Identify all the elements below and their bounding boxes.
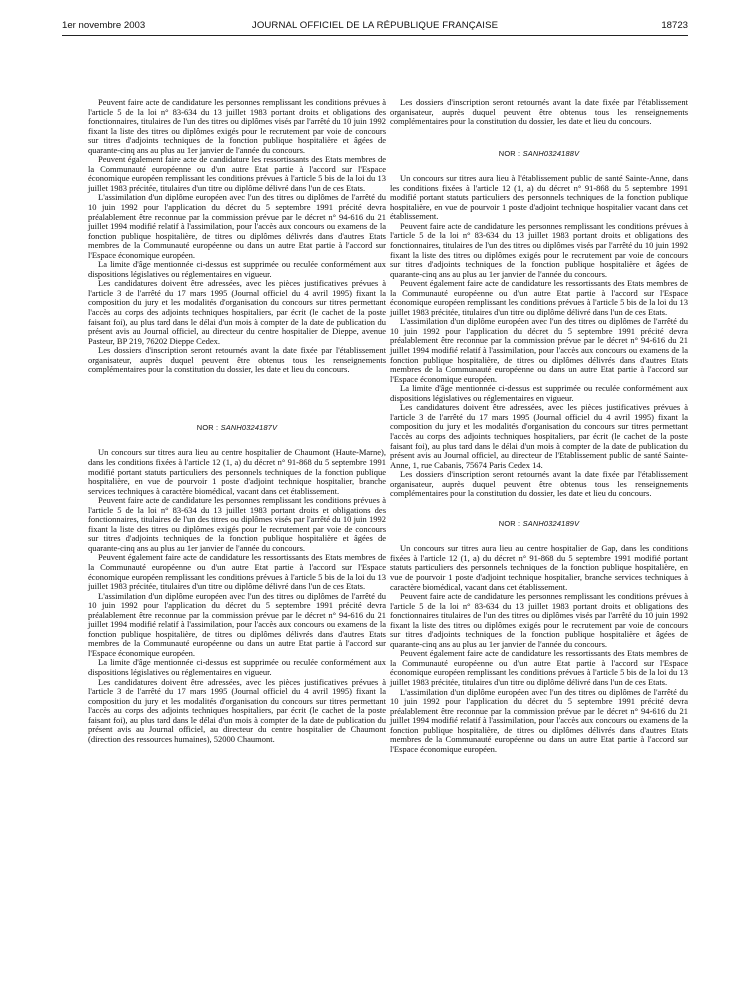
right-column xyxy=(390,98,688,754)
publication-date: 1er novembre 2003 xyxy=(62,20,146,31)
paragraph: Un concours sur titres aura lieu au centre hospitalier de Gap, dans les conditions fixées à l'article 12 (1, a) du décret n° 91-868 du 5 septembre 1991 modifié portant statuts particuliers des personnels techniques de la fonction publique hospitalière, en vue de pourvoir 1 poste d'adjoint technique hospitalier, branche services techniques à caractère biomédical, vacant dans cet établissement. xyxy=(390,543,688,592)
nor-code: SANH0324189V xyxy=(522,518,580,528)
paragraph: Les candidatures doivent être adressées, avec les pièces justificatives prévues à l'article 3 de l'arrêté du 17 mars 1995 (Journal officiel du 4 avril 1995) fixant la composition du jury et les modalités d'organisation du concours sur titres permettant l'accès au corps des adjoints techniques hospitaliers, par écrit (le cachet de la poste faisant foi), au plus tard dans le délai d'un mois à compter de la date de publication du présent avis au Journal officiel, au directeur de l'Etablissement public de santé Sainte-Anne, 1, rue Cabanis, 75674 Paris Cedex 14. xyxy=(390,402,688,470)
paragraph: Les candidatures doivent être adressées, avec les pièces justificatives prévues à l'article 3 de l'arrêté du 17 mars 1995 (Journal officiel du 4 avril 1995) fixant la composition du jury et les modalités d'organisation du concours sur titres permettant l'accès au corps des adjoints techniques hospitaliers, par écrit (le cachet de la poste faisant foi), au plus tard dans le délai d'un mois à compter de la date de publication du présent avis au Journal officiel, au directeur du centre hospitalier de Chaumont (direction des ressources humaines), 52000 Chaumont. xyxy=(88,676,386,744)
paragraph: Peuvent également faire acte de candidature les ressortissants des Etats membres de la Communauté européenne ou d'un autre Etat partie à l'accord sur l'Espace économique européen remplissant les conditions prévues à l'article 5 bis de la loi du 13 juillet 1983 précitée, titulaires d'un titre ou diplôme délivré dans l'un de ces Etats. xyxy=(88,552,386,592)
paragraph: Peuvent faire acte de candidature les personnes remplissant les conditions prévues à l'article 5 de la loi n° 83-634 du 13 juillet 1983 portant droits et obligations des fonctionnaires, titulaires de l'un des titres ou diplômes visés par l'arrêté du 10 juin 1992 fixant la liste des titres ou diplômes exigés pour le recrutement par voie de concours sur titres d'adjoints techniques de la fonction publique hospitalière et âgées de quarante-cinq ans au plus au 1er janvier de l'année du concours. xyxy=(390,220,688,279)
journal-title: JOURNAL OFFICIEL DE LA RÉPUBLIQUE FRANÇAISE xyxy=(251,20,499,31)
paragraph: Un concours sur titres aura lieu à l'établissement public de santé Sainte-Anne, dans les conditions fixées à l'article 12 (1, a) du décret n° 91-868 du 5 septembre 1991 modifié portant statuts particuliers des personnels techniques de la fonction publique hospitalière, en vue de pourvoir 1 poste d'adjoint technique hospitalier vacant dans cet établissement. xyxy=(390,173,688,222)
nor-code: SANH0324187V xyxy=(220,422,278,432)
nor-code: SANH0324188V xyxy=(522,148,580,158)
paragraph: La limite d'âge mentionnée ci-dessus est supprimée ou reculée conformément aux dispositions législatives ou réglementaires en vigueur. xyxy=(88,657,386,677)
paragraph: La limite d'âge mentionnée ci-dessus est supprimée ou reculée conformément aux dispositions législatives ou réglementaires en vigueur. xyxy=(88,259,386,279)
nor-label: NOR : xyxy=(196,422,221,432)
paragraph: Les dossiers d'inscription seront retournés avant la date fixée par l'établissement organisateur, auprès duquel peuvent être obtenus tous les renseignements complémentaires pour la constitution du dossier, les date et lieu du concours. xyxy=(390,97,688,127)
paragraph: Un concours sur titres aura lieu au centre hospitalier de Chaumont (Haute-Marne), dans les conditions fixées à l'article 12 (1, a) du décret n° 91-868 du 5 septembre 1991 modifié portant statuts particuliers des personnels techniques de la fonction publique hospitalière, en vue de pourvoir 1 poste d'adjoint technique hospitalier, branche services techniques à caractère biomédical, vacant dans cet établissement. xyxy=(88,447,386,496)
nor-reference xyxy=(390,519,688,529)
left-column xyxy=(88,98,386,744)
paragraph: Peuvent également faire acte de candidature les ressortissants des Etats membres de la Communauté européenne ou d'un autre Etat partie à l'accord sur l'Espace économique européen remplissant les conditions prévues à l'article 5 bis de la loi du 13 juillet 1983 précitée, titulaires d'un titre ou diplôme délivré dans l'un de ces Etats. xyxy=(88,154,386,193)
paragraph: Peuvent également faire acte de candidature les ressortissants des Etats membres de la Communauté européenne ou d'un autre Etat partie à l'accord sur l'Espace économique européen remplissant les conditions prévues à l'article 5 bis de la loi du 13 juillet 1983 précitée, titulaires d'un titre ou diplôme délivré dans l'un de ces Etats. xyxy=(390,278,688,317)
paragraph: Peuvent faire acte de candidature les personnes remplissant les conditions prévues à l'article 5 de la loi n° 83-634 du 13 juillet 1983 portant droits et obligations des fonctionnaires, titulaires de l'un des titres ou diplômes visés par l'arrêté du 10 juin 1992 fixant la liste des titres ou diplômes exigés pour le recrutement par voie de concours sur titres d'adjoints techniques de la fonction publique hospitalière et âgées de quarante-cinq ans au plus au 1er janvier de l'année du concours. xyxy=(88,97,386,155)
paragraph: Peuvent faire acte de candidature les personnes remplissant les conditions prévues à l'article 5 de la loi n° 83-634 du 13 juillet 1983 portant droits et obligations des fonctionnaires titulaires de l'un des titres ou diplômes visés par l'arrêté du 10 juin 1992 fixant la liste des titres ou diplômes exigés pour le recrutement par voie de concours sur titres d'adjoints techniques de la fonction publique hospitalière et âgées de quarante-cinq ans au plus au 1er janvier de l'année du concours. xyxy=(390,591,688,649)
nor-label: NOR : xyxy=(498,148,523,158)
page-number: 18723 xyxy=(661,20,688,31)
paragraph: L'assimilation d'un diplôme européen avec l'un des titres ou diplômes de l'arrêté du 10 juin 1992 pour l'application du décret du 5 septembre 1991 précité devra préalablement être reconnue par la commission prévue par le décret n° 94-616 du 21 juillet 1994 modifié relatif à l'assimilation, pour l'accès aux concours ou examens de la fonction publique hospitalière, de titres ou diplômes délivrés dans d'autres Etats membres de la Communauté européenne ou dans un autre Etat partie à l'accord sur l'Espace économique européen. xyxy=(88,590,386,658)
paragraph: Les candidatures doivent être adressées, avec les pièces justificatives prévues à l'article 3 de l'arrêté du 17 mars 1995 (Journal officiel du 4 avril 1995) fixant la composition du jury et les modalités d'organisation du concours sur titres permettant l'accès au corps des adjoints techniques hospitaliers, par écrit (le cachet de la poste faisant foi), au plus tard dans le délai d'un mois à compter de la date de publication du présent avis au Journal officiel, au directeur du centre hospitalier de Dieppe, avenue Pasteur, BP 219, 76202 Dieppe Cedex. xyxy=(88,278,386,346)
paragraph: L'assimilation d'un diplôme européen avec l'un des titres ou diplômes de l'arrêté du 10 juin 1992 pour l'application du décret du 5 septembre 1991 précité devra préalablement être reconnue par la commission prévue par le décret n° 94-616 du 21 juillet 1994 modifié relatif à l'assimilation, pour l'accès aux concours ou examens de la fonction publique hospitalière, de titres ou diplômes délivrés dans d'autres Etats membres de la Communauté européenne ou dans un autre Etat partie à l'accord sur l'Espace économique européen. xyxy=(390,316,688,384)
paragraph: La limite d'âge mentionnée ci-dessus est supprimée ou reculée conformément aux dispositions législatives ou réglementaires en vigueur. xyxy=(390,383,688,403)
paragraph: L'assimilation d'un diplôme européen avec l'un des titres ou diplômes de l'arrêté du 10 juin 1992 pour l'application du décret du 5 septembre 1991 précité devra préalablement être reconnue par la commission prévue par le décret n° 94-616 du 21 juillet 1994 modifié relatif à l'assimilation, pour l'accès aux concours ou examens de la fonction publique hospitalière, de titres ou diplômes délivrés dans d'autres Etats membres de la Communauté européenne ou dans un autre Etat partie à l'accord sur l'Espace économique européen. xyxy=(390,686,688,754)
paragraph: L'assimilation d'un diplôme européen avec l'un des titres ou diplômes de l'arrêté du 10 juin 1992 pour l'application du décret du 5 septembre 1991 précité devra préalablement être reconnue par la commission prévue par le décret n° 94-616 du 21 juillet 1994 modifié relatif à l'assimilation, pour l'accès aux concours ou examens de la fonction publique hospitalière, de titres ou diplômes délivrés dans d'autres Etats membres de la Communauté européenne ou dans un autre Etat partie à l'accord sur l'Espace économique européen. xyxy=(88,192,386,260)
paragraph: Peuvent également faire acte de candidature les ressortissants des Etats membres de la Communauté européenne ou d'un autre Etat partie à l'accord sur l'Espace économique européen remplissant les conditions prévues à l'article 5 bis de la loi du 13 juillet 1983 précitée, titulaires d'un titre ou diplôme délivré dans l'un de ces Etats. xyxy=(390,648,688,687)
nor-reference xyxy=(88,423,386,433)
paragraph: Les dossiers d'inscription seront retournés avant la date fixée par l'établissement organisateur, auprès duquel peuvent être obtenus tous les renseignements complémentaires pour la constitution du dossier, les date et lieu du concours. xyxy=(390,469,688,499)
paragraph: Peuvent faire acte de candidature les personnes remplissant les conditions prévues à l'article 5 de la loi n° 83-634 du 13 juillet 1983 portant droits et obligations des fonctionnaires, titulaires de l'un des titres ou diplômes visés par l'arrêté du 10 juin 1992 fixant la liste des titres ou diplômes exigés pour le recrutement par voie de concours sur titres d'adjoints techniques de la fonction publique hospitalière et âgées de quarante-cinq ans au plus au 1er janvier de l'année du concours. xyxy=(88,495,386,553)
header-rule xyxy=(62,35,688,36)
paragraph: Les dossiers d'inscription seront retournés avant la date fixée par l'établissement organisateur, auprès duquel peuvent être obtenus tous les renseignements complémentaires pour la constitution du dossier, les date et lieu du concours. xyxy=(88,345,386,375)
nor-reference xyxy=(390,149,688,159)
nor-label: NOR : xyxy=(498,518,523,528)
